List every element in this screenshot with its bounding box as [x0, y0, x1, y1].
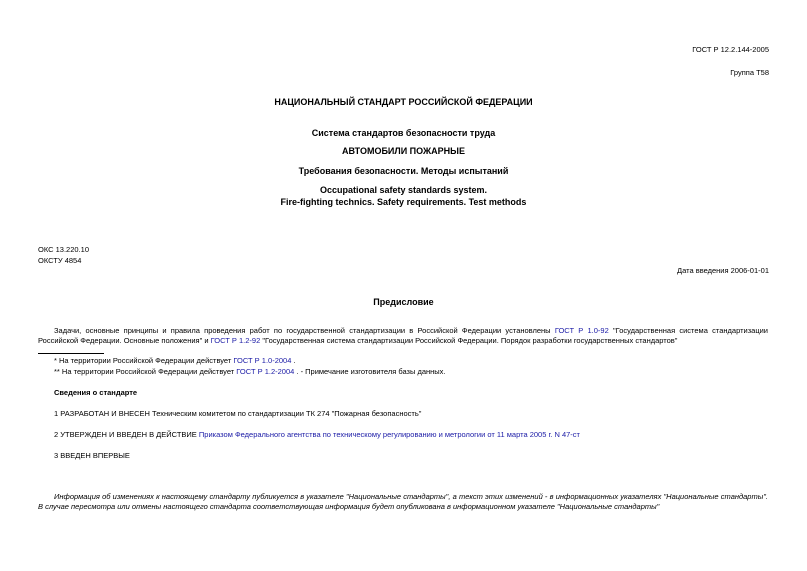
changes-notice: Информация об изменениях к настоящему стандарту публикуется в указателе "Национальные стандарты", а текст этих изменений - в информационных указателях "Национальные стандарты". В случае пересмотра или отмены настоящего стандарта соответствующая информация будет опубликована в информационном указателе "Национальные стандарты"	[38, 492, 768, 512]
footnote-2-end: . - Примечание изготовителя базы данных.	[294, 367, 446, 376]
group-code: Группа Т58	[730, 68, 769, 77]
footnote-divider	[38, 353, 104, 354]
info-item-3: 3 ВВЕДЕН ВПЕРВЫЕ	[54, 451, 130, 460]
footnote-1-text: * На территории Российской Федерации действует	[54, 356, 234, 365]
document-subtitle: Требования безопасности. Методы испытаний	[298, 166, 509, 176]
english-title-line2: Fire-fighting technics. Safety requirements. Test methods	[280, 197, 527, 207]
preface-heading: Предисловие	[373, 297, 434, 307]
preface-text-c: "Государственная система стандартизации Российской Федерации. Порядок разработки государственных стандартов"	[260, 336, 678, 346]
footnote-2	[54, 367, 446, 377]
gost-r-1-2-2004-link[interactable]: ГОСТ Р 1.2-2004	[236, 367, 295, 376]
info-item-2-text: 2 УТВЕРЖДЕН И ВВЕДЕН В ДЕЙСТВИЕ	[54, 430, 199, 439]
standards-system-title: Система стандартов безопасности труда	[311, 128, 496, 138]
document-number: ГОСТ Р 12.2.144-2005	[692, 45, 769, 54]
gost-r-1-2-92-link[interactable]: ГОСТ Р 1.2-92	[210, 336, 261, 346]
preface-text-b: "Государственная система стандартизации Российской Федерации. Основные положения" и	[38, 326, 768, 346]
gost-r-1-0-2004-link[interactable]: ГОСТ Р 1.0-2004	[233, 356, 292, 365]
gost-r-1-0-92-link[interactable]: ГОСТ Р 1.0-92	[554, 326, 609, 335]
preface-paragraph	[38, 326, 768, 346]
footnote-1	[54, 356, 296, 366]
okstu-code: ОКСТУ 4854	[38, 256, 82, 265]
standard-info-heading: Сведения о стандарте	[54, 388, 138, 397]
footnote-1-end: .	[291, 356, 296, 365]
document-title: АВТОМОБИЛИ ПОЖАРНЫЕ	[342, 146, 465, 156]
intro-date: Дата введения 2006-01-01	[677, 266, 769, 275]
oks-code: ОКС 13.220.10	[38, 245, 89, 254]
footnote-2-text: ** На территории Российской Федерации действует	[54, 367, 237, 376]
national-standard-heading: НАЦИОНАЛЬНЫЙ СТАНДАРТ РОССИЙСКОЙ ФЕДЕРАЦИИ	[274, 97, 533, 107]
preface-text-a: Задачи, основные принципы и правила проведения работ по государственной стандартизации в Российской Федерации установлены	[54, 326, 555, 335]
rosstandart-order-link[interactable]: Приказом Федерального агентства по техническому регулированию и метрологии от 11 марта 2005 г. N 47-ст	[198, 430, 580, 439]
english-title-line1: Occupational safety standards system.	[319, 185, 488, 195]
info-item-1: 1 РАЗРАБОТАН И ВНЕСЕН Техническим комитетом по стандартизации ТК 274 "Пожарная безопасность"	[54, 409, 422, 418]
info-item-2	[54, 430, 580, 440]
